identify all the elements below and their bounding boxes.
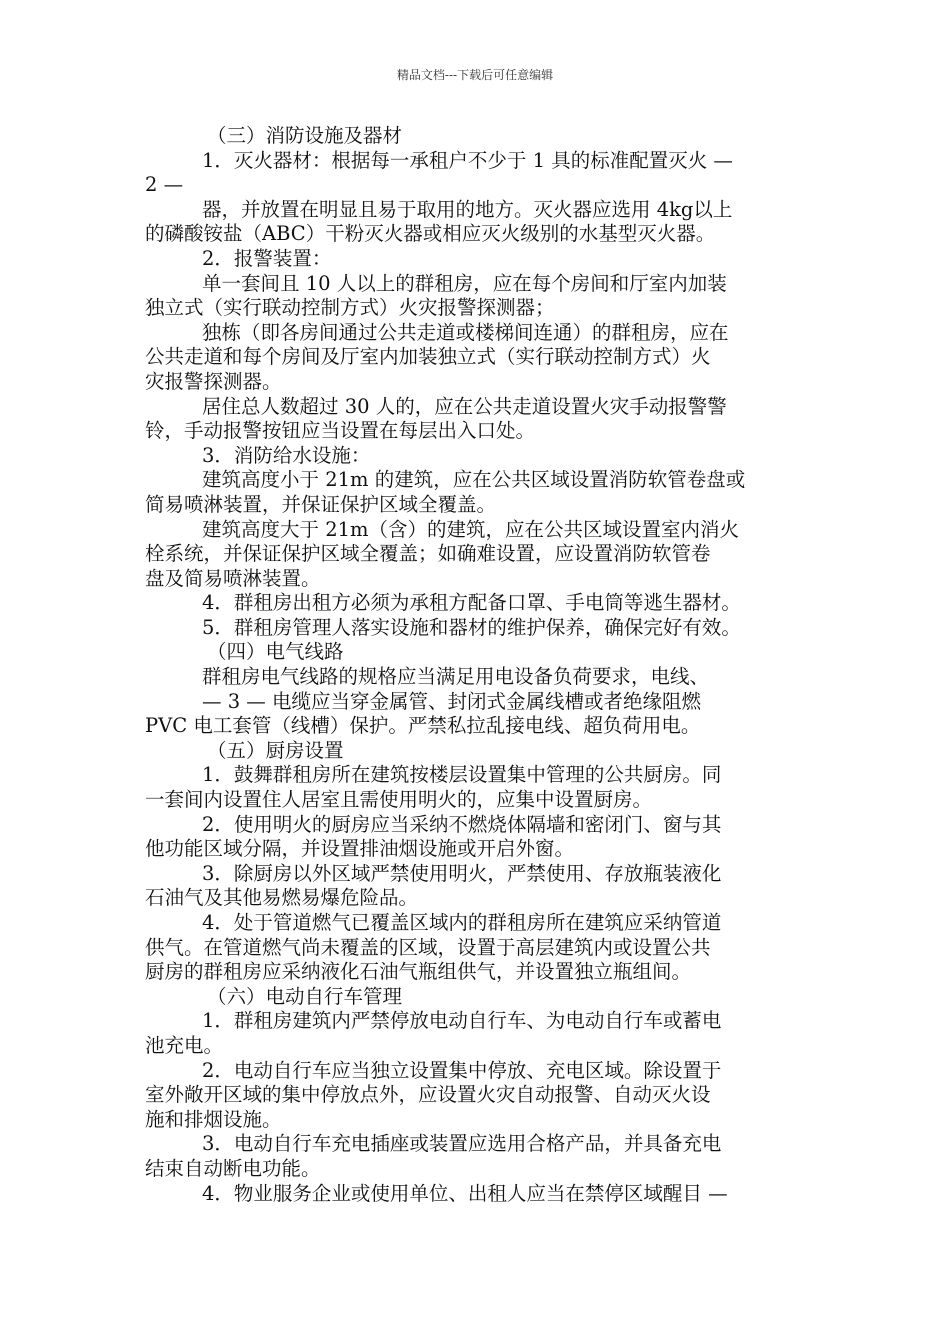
text-line: 他功能区域分隔，并设置排油烟设施或开启外窗。 xyxy=(145,837,575,861)
text-line: 4．处于管道燃气已覆盖区域内的群租房所在建筑应采纳管道 xyxy=(202,911,722,934)
text-line: 居住总人数超过 30 人的，应在公共走道设置火灾手动报警警 xyxy=(202,394,727,418)
text-line: 1．灭火器材：根据每一承租户不少于 1 具的标准配置灭火 — xyxy=(202,148,733,172)
text-line: （三）消防设施及器材 xyxy=(207,124,403,147)
text-line: 4．物业服务企业或使用单位、出租人应当在禁停区域醒目 — xyxy=(202,1181,728,1205)
text-line: 施和排烟设施。 xyxy=(145,1107,282,1131)
text-line: 单一套间且 10 人以上的群租房，应在每个房间和厅室内加装 xyxy=(202,271,727,295)
text-line: 栓系统，并保证保护区域全覆盖；如确难设置，应设置消防软管卷 xyxy=(145,542,711,566)
text-line: 1．群租房建筑内严禁停放电动自行车、为电动自行车或蓄电 xyxy=(202,1009,722,1033)
text-line: 公共走道和每个房间及厅室内加装独立式（实行联动控制方式）火 xyxy=(145,345,711,369)
text-line: 池充电。 xyxy=(145,1033,224,1057)
text-line: （五）厨房设置 xyxy=(207,738,344,762)
text-line: 1．鼓舞群租房所在建筑按楼层设置集中管理的公共厨房。同 xyxy=(202,763,722,787)
text-line: 一套间内设置住人居室且需使用明火的，应集中设置厨房。 xyxy=(145,788,653,812)
text-line: — 3 — 电缆应当穿金属管、封闭式金属线槽或者绝缘阻燃 xyxy=(202,689,702,713)
text-line: 3．除厨房以外区域严禁使用明火，严禁使用、存放瓶装液化 xyxy=(202,861,722,885)
text-line: 器，并放置在明显且易于取用的地方。灭火器应选用 4kg以上 xyxy=(202,197,733,221)
text-line: 2．报警装置： xyxy=(202,246,332,270)
text-line: 3．电动自行车充电插座或装置应选用合格产品，并具备充电 xyxy=(202,1132,722,1156)
text-line: 厨房的群租房应采纳液化石油气瓶组供气，并设置独立瓶组间。 xyxy=(145,960,692,984)
text-line: 5．群租房管理人落实设施和器材的维护保养，确保完好有效。 xyxy=(202,615,741,639)
page-header: 精品文档---下载后可任意编辑 xyxy=(396,68,554,82)
text-line: 简易喷淋装置，并保证保护区域全覆盖。 xyxy=(145,492,497,516)
text-line: 建筑高度小于 21m 的建筑，应在公共区域设置消防软管卷盘或 xyxy=(202,468,746,492)
text-line: （六）电动自行车管理 xyxy=(207,984,403,1008)
text-line: 2 — xyxy=(145,173,184,197)
text-line: （四）电气线路 xyxy=(207,640,344,664)
text-line: 盘及简易喷淋装置。 xyxy=(145,566,321,590)
text-line: PVC 电工套管（线槽）保护。严禁私拉乱接电线、超负荷用电。 xyxy=(145,714,701,738)
text-line: 结束自动断电功能。 xyxy=(145,1156,321,1180)
text-line: 独栋（即各房间通过公共走道或楼梯间连通）的群租房，应在 xyxy=(202,320,729,344)
text-line: 独立式（实行联动控制方式）火灾报警探测器； xyxy=(145,296,555,320)
text-line: 室外敞开区域的集中停放点外，应设置火灾自动报警、自动灭火设 xyxy=(145,1083,711,1107)
text-line: 的磷酸铵盐（ABC）干粉灭火器或相应灭火级别的水基型灭火器。 xyxy=(145,222,716,246)
text-line: 供气。在管道燃气尚未覆盖的区域，设置于高层建筑内或设置公共 xyxy=(145,935,711,959)
text-line: 建筑高度大于 21m（含）的建筑，应在公共区域设置室内消火 xyxy=(202,517,740,541)
text-line: 石油气及其他易燃易爆危险品。 xyxy=(145,886,419,910)
text-line: 2．使用明火的厨房应当采纳不燃烧体隔墙和密闭门、窗与其 xyxy=(202,812,722,836)
text-line: 2．电动自行车应当独立设置集中停放、充电区域。除设置于 xyxy=(202,1058,722,1082)
text-line: 3．消防给水设施： xyxy=(202,443,371,467)
text-line: 铃，手动报警按钮应当设置在每层出入口处。 xyxy=(145,419,536,443)
text-line: 4．群租房出租方必须为承租方配备口罩、手电筒等逃生器材。 xyxy=(202,591,741,615)
text-line: 群租房电气线路的规格应当满足用电设备负荷要求，电线、 xyxy=(202,665,710,689)
text-line: 灾报警探测器。 xyxy=(145,369,282,393)
document-body xyxy=(145,124,810,1206)
